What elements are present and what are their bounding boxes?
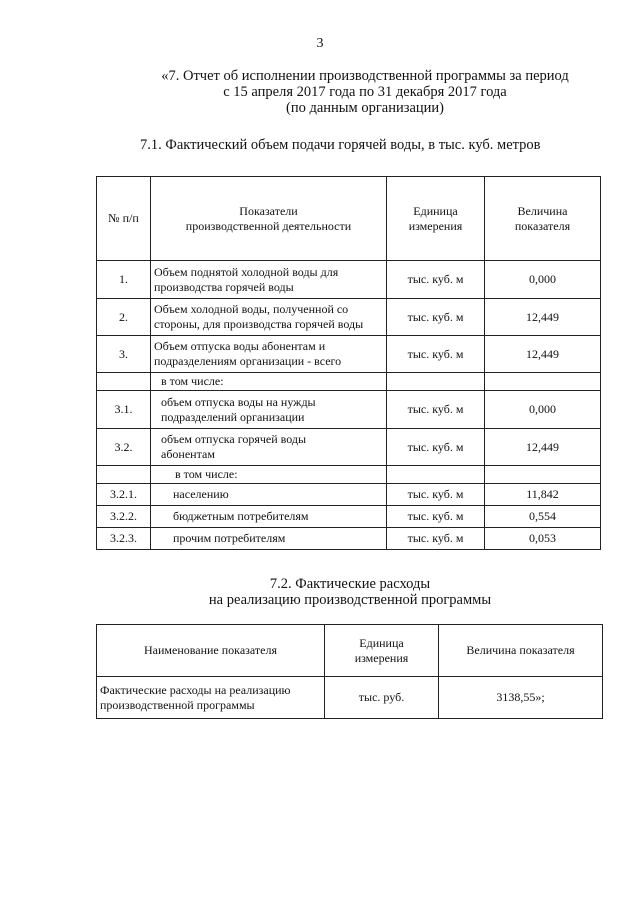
row-num bbox=[97, 466, 151, 484]
table-row bbox=[97, 336, 601, 373]
row-name: Объем поднятой холодной воды для производства горячей воды bbox=[151, 261, 387, 299]
header-name: Наименование показателя bbox=[97, 625, 325, 677]
water-supply-table bbox=[96, 176, 601, 550]
row-value: 0,554 bbox=[485, 506, 601, 528]
row-unit: тыс. куб. м bbox=[387, 299, 485, 336]
table-row bbox=[97, 677, 603, 719]
row-name: населению bbox=[151, 484, 387, 506]
section2-title-line1: 7.2. Фактические расходы bbox=[269, 576, 431, 592]
report-heading-line1: «7. Отчет об исполнении производственной программы за период bbox=[161, 68, 569, 84]
row-unit: тыс. куб. м bbox=[387, 261, 485, 299]
row-name: Объем холодной воды, полученной со стороны, для производства горячей воды bbox=[151, 299, 387, 336]
header-unit: Единица измерения bbox=[387, 177, 485, 261]
section1-title: 7.1. Фактический объем подачи горячей воды, в тыс. куб. метров bbox=[140, 137, 541, 153]
row-value: 12,449 bbox=[485, 299, 601, 336]
report-heading-line3: (по данным организации) bbox=[285, 100, 444, 116]
row-value: 3138,55»; bbox=[439, 677, 603, 719]
row-unit: тыс. куб. м bbox=[387, 506, 485, 528]
row-value: 12,449 bbox=[485, 429, 601, 466]
table-row bbox=[97, 429, 601, 466]
row-unit bbox=[387, 373, 485, 391]
row-name: бюджетным потребителям bbox=[151, 506, 387, 528]
page-number: 3 bbox=[316, 36, 324, 51]
row-unit: тыс. куб. м bbox=[387, 391, 485, 429]
row-unit: тыс. куб. м bbox=[387, 336, 485, 373]
table-row bbox=[97, 299, 601, 336]
row-unit: тыс. куб. м bbox=[387, 429, 485, 466]
row-num: 3.2. bbox=[97, 429, 151, 466]
row-name: объем отпуска воды на нужды подразделений организации bbox=[151, 391, 387, 429]
row-value: 0,053 bbox=[485, 528, 601, 550]
table-row bbox=[97, 391, 601, 429]
row-num: 3.1. bbox=[97, 391, 151, 429]
row-value: 12,449 bbox=[485, 336, 601, 373]
row-value: 11,842 bbox=[485, 484, 601, 506]
section2-title-line2: на реализацию производственной программы bbox=[208, 592, 492, 608]
table-row bbox=[97, 261, 601, 299]
row-value bbox=[485, 466, 601, 484]
header-indicator: Показатели производственной деятельности bbox=[151, 177, 387, 261]
expenses-table bbox=[96, 624, 603, 719]
header-value: Величина показателя bbox=[439, 625, 603, 677]
row-num: 3. bbox=[97, 336, 151, 373]
table-header-row bbox=[97, 625, 603, 677]
report-heading-line2: с 15 апреля 2017 года по 31 декабря 2017 года bbox=[223, 84, 507, 100]
table-row bbox=[97, 466, 601, 484]
row-unit: тыс. куб. м bbox=[387, 528, 485, 550]
row-value bbox=[485, 373, 601, 391]
table-row bbox=[97, 528, 601, 550]
header-value: Величина показателя bbox=[485, 177, 601, 261]
row-name: объем отпуска горячей воды абонентам bbox=[151, 429, 387, 466]
row-name: в том числе: bbox=[151, 373, 387, 391]
row-name: прочим потребителям bbox=[151, 528, 387, 550]
table-row bbox=[97, 484, 601, 506]
row-name: Фактические расходы на реализацию производственной программы bbox=[97, 677, 325, 719]
row-unit: тыс. руб. bbox=[325, 677, 439, 719]
table-row bbox=[97, 373, 601, 391]
table-row bbox=[97, 506, 601, 528]
row-num: 2. bbox=[97, 299, 151, 336]
row-value: 0,000 bbox=[485, 391, 601, 429]
row-unit bbox=[387, 466, 485, 484]
row-num: 3.2.1. bbox=[97, 484, 151, 506]
table-header-row bbox=[97, 177, 601, 261]
header-num: № п/п bbox=[97, 177, 151, 261]
row-num bbox=[97, 373, 151, 391]
row-unit: тыс. куб. м bbox=[387, 484, 485, 506]
row-num: 3.2.3. bbox=[97, 528, 151, 550]
row-name: в том числе: bbox=[151, 466, 387, 484]
row-num: 3.2.2. bbox=[97, 506, 151, 528]
row-num: 1. bbox=[97, 261, 151, 299]
row-name: Объем отпуска воды абонентам и подразделениям организации - всего bbox=[151, 336, 387, 373]
header-unit: Единица измерения bbox=[325, 625, 439, 677]
row-value: 0,000 bbox=[485, 261, 601, 299]
